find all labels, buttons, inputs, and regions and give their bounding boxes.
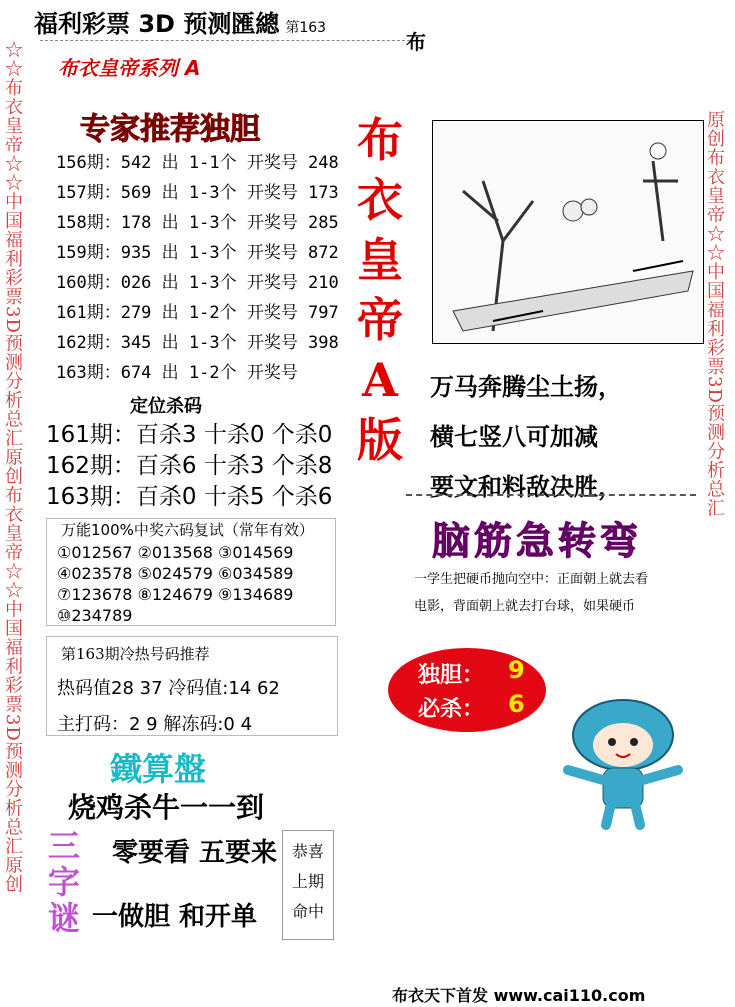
title-text: 福利彩票 3D 预测匯總 <box>34 10 280 38</box>
poem-line: 横七竖八可加减 <box>430 423 598 451</box>
list-item: 162期：百杀6 十杀3 个杀8 <box>46 453 333 479</box>
list-item: ⑦123678 ⑧124679 ⑨134689 <box>57 585 294 604</box>
sketch-illustration <box>432 120 704 344</box>
period-list <box>56 148 339 388</box>
six-code-box <box>46 518 336 626</box>
brain-teaser-text <box>414 566 694 620</box>
list-item: 主打码：2 9 解冻码:0 4 <box>57 714 253 735</box>
slogan: 烧鸡杀牛一一到 <box>68 791 265 824</box>
sketch-drawing <box>433 121 703 343</box>
six-code-title: 万能100%中奖六码复试（常年有效） <box>61 521 314 539</box>
brain-teaser-title: 脑筋急转弯 <box>432 519 643 563</box>
list-item: 158期：178 出 1-3个 开奖号 285 <box>56 213 339 233</box>
three-char-riddle-label: 三字谜 <box>48 827 81 937</box>
series-subtitle: 布衣皇帝系列 A <box>58 56 201 80</box>
list-item: 162期：345 出 1-3个 开奖号 398 <box>56 333 339 353</box>
divider <box>40 40 410 41</box>
kill-list <box>46 420 332 513</box>
hot-cold-title: 第163期冷热号码推荐 <box>61 645 210 663</box>
sha-value: 6 <box>508 690 525 718</box>
riddle-line: 电影，背面朝上就去打台球，如果硬币 <box>414 599 636 614</box>
list-item: ①012567 ②013568 ③014569 <box>57 543 294 562</box>
congrats-box <box>282 830 334 940</box>
hot-cold-box <box>46 636 338 736</box>
list-item: 163期：百杀0 十杀5 个杀6 <box>46 484 333 510</box>
expert-header: 专家推荐独胆 <box>80 112 260 147</box>
poem-line: 万马奔腾尘土扬， <box>430 373 622 401</box>
congrats-line: 命中 <box>291 902 324 921</box>
page-title <box>34 4 326 39</box>
list-item: ④023578 ⑤024579 ⑥034589 <box>57 564 294 583</box>
dan-value: 9 <box>508 656 525 684</box>
list-item: 160期：026 出 1-3个 开奖号 210 <box>56 273 339 293</box>
kill-title: 定位杀码 <box>130 396 202 417</box>
poem <box>430 362 622 512</box>
speech-bubble <box>388 648 546 732</box>
list-item: 热码值28 37 冷码值:14 62 <box>57 678 280 699</box>
dan-label: 独胆： <box>418 663 485 688</box>
mascot-icon <box>548 690 698 830</box>
riddle-line-1: 零要看 五要来 <box>112 838 278 868</box>
list-item: 156期：542 出 1-1个 开奖号 248 <box>56 153 339 173</box>
poem-line: 要文和料敌决胜， <box>430 473 622 501</box>
congrats-line: 上期 <box>291 872 324 891</box>
left-border-text: ☆☆布衣皇帝☆☆中国福利彩票3D预测分析总汇原创布衣皇帝☆☆中国福利彩票3D预测分析总汇原创 <box>2 40 23 894</box>
issue-number: 第163 <box>285 20 327 36</box>
mascot-image <box>548 690 698 830</box>
list-item: 157期：569 出 1-3个 开奖号 173 <box>56 183 339 203</box>
list-item: 159期：935 出 1-3个 开奖号 872 <box>56 243 339 263</box>
congrats-line: 恭喜 <box>291 842 324 861</box>
riddle-line: 一学生把硬币抛向空中：正面朝上就去看 <box>414 572 649 587</box>
list-item: 163期：674 出 1-2个 开奖号 <box>56 363 298 383</box>
list-item: 161期：百杀3 十杀0 个杀0 <box>46 422 333 448</box>
vertical-title: 布衣皇帝A版 <box>357 113 403 467</box>
top-right-char: 布 <box>406 30 426 54</box>
abacus-title: 鐵算盤 <box>110 750 207 788</box>
list-item: 161期：279 出 1-2个 开奖号 797 <box>56 303 339 323</box>
right-border-text: 原创布衣皇帝☆☆中国福利彩票3D预测分析总汇 <box>704 110 725 518</box>
footer: 布衣天下首发 www.cai110.com <box>392 986 646 1005</box>
divider <box>406 494 696 496</box>
list-item: ⑩234789 <box>57 606 133 625</box>
riddle-line-2: 一做胆 和开单 <box>92 902 258 932</box>
sha-label: 必杀： <box>418 697 485 722</box>
